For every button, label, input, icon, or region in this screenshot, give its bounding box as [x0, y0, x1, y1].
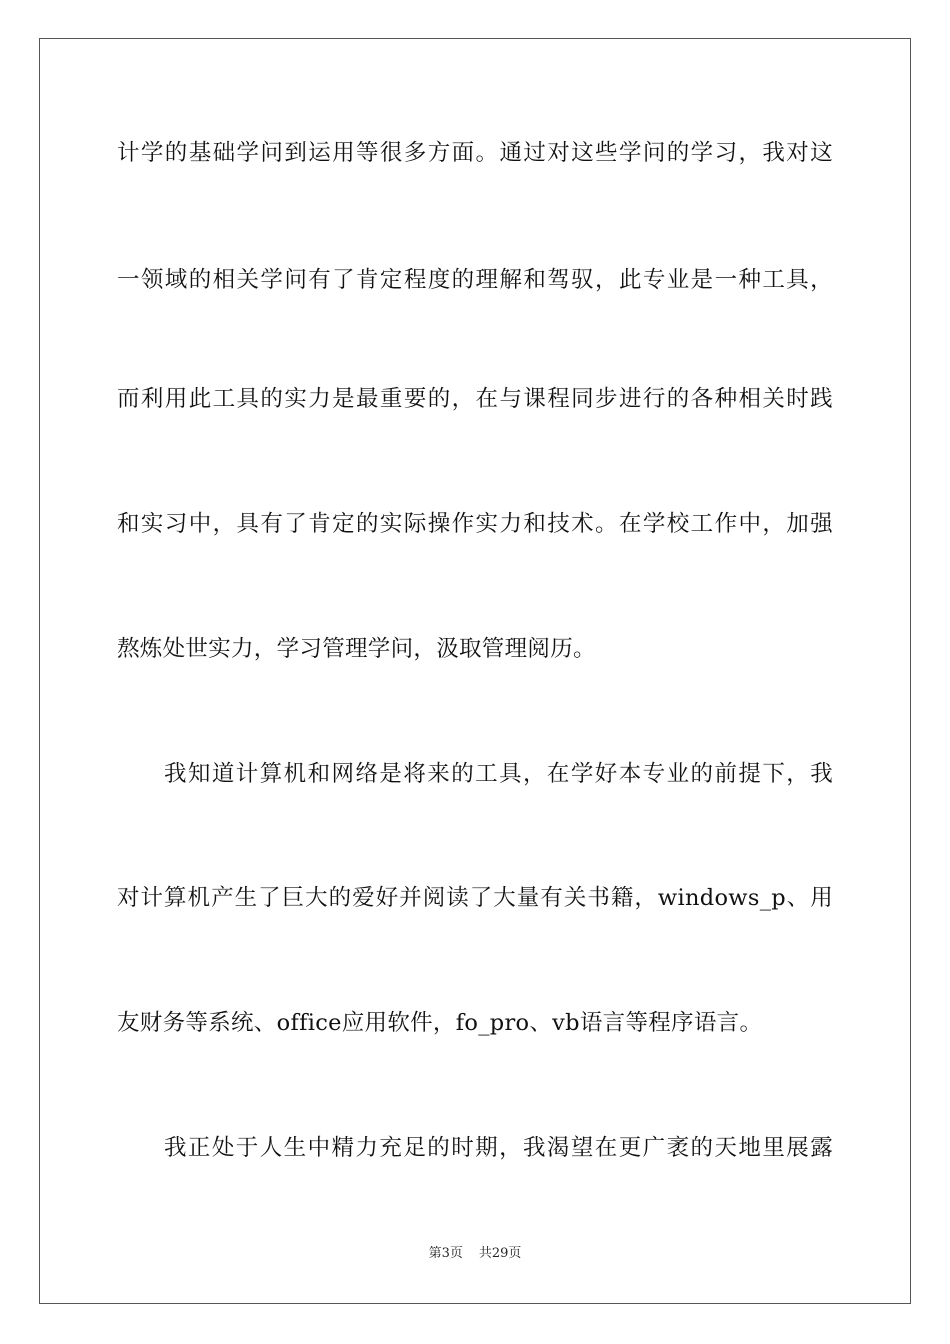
text-line-2: 一领域的相关学问有了肯定程度的理解和驾驭，此专业是一种工具，	[117, 267, 833, 293]
text-line-1: 计学的基础学问到运用等很多方面。通过对这些学问的学习，我对这	[117, 140, 833, 166]
text-line-8: 友财务等系统、office应用软件，fo_pro、vb语言等程序语言。	[117, 1010, 763, 1036]
text-line-7: 对计算机产生了巨大的爱好并阅读了大量有关书籍，windows_p、用	[117, 885, 833, 911]
page-border	[39, 38, 911, 1304]
text-line-5: 熬炼处世实力，学习管理学问，汲取管理阅历。	[117, 636, 596, 662]
text-line-4: 和实习中，具有了肯定的实际操作实力和技术。在学校工作中，加强	[117, 511, 833, 537]
text-line-9: 我正处于人生中精力充足的时期，我渴望在更广袤的天地里展露	[164, 1135, 833, 1161]
page-number-current: 第3页	[428, 1246, 463, 1261]
text-line-3: 而利用此工具的实力是最重要的，在与课程同步进行的各种相关时践	[117, 386, 833, 412]
page-number-total: 共29页	[478, 1246, 522, 1261]
page-footer	[0, 1245, 950, 1263]
text-line-6: 我知道计算机和网络是将来的工具，在学好本专业的前提下，我	[164, 761, 833, 787]
